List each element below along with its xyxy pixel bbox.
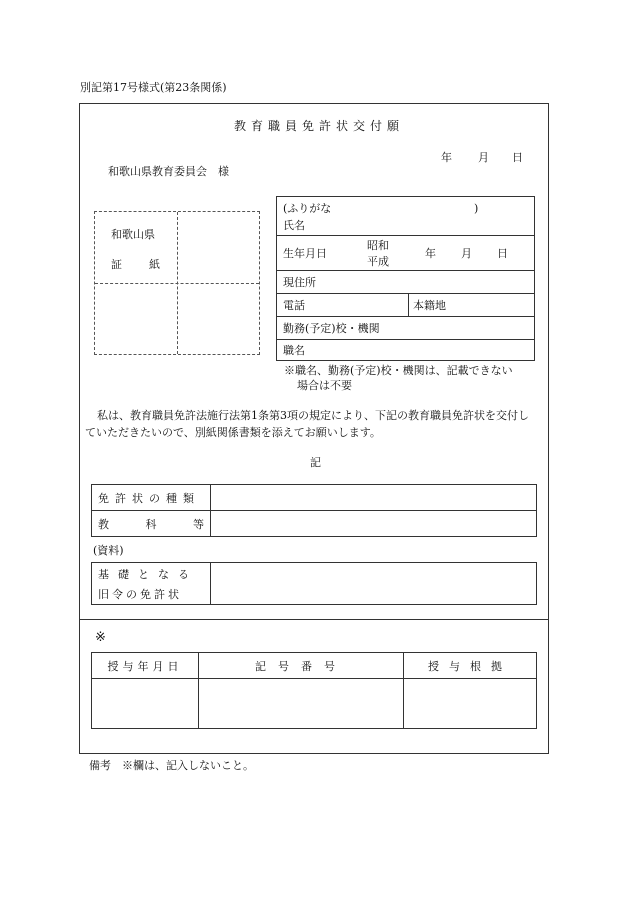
header-caption: 別記第17号様式(第23条関係): [80, 81, 227, 94]
stamp-label-a: 証: [111, 258, 122, 271]
form-title: 教育職員免許状交付願: [234, 119, 405, 133]
workplace-field[interactable]: [277, 317, 535, 340]
serial-number-header: 記号番号: [199, 653, 404, 679]
office-use-mark: ※: [95, 630, 106, 645]
issue-basis-field[interactable]: [404, 679, 537, 729]
era-heisei: 平成: [367, 255, 389, 268]
subject-char-3: 等: [193, 517, 204, 531]
birth-year-unit: 年: [425, 247, 436, 260]
subject-label-cell: [92, 511, 211, 537]
basis-label-line-2: 旧令の免許状: [98, 587, 182, 601]
birth-day-unit: 日: [497, 247, 508, 260]
basis-table: [91, 562, 537, 605]
position-label: 職名: [283, 344, 305, 357]
note-line-1: ※職名、勤務(予定)校・機関は、記載できない: [284, 364, 513, 377]
date-day: 日: [512, 151, 523, 164]
birth-month-unit: 月: [461, 247, 472, 260]
license-table: [91, 484, 537, 537]
era-showa: 昭和: [367, 239, 389, 252]
basis-label-line-1: 基礎となる: [98, 567, 198, 581]
license-type-label-cell: [92, 485, 211, 511]
subject-label: [92, 516, 210, 532]
position-field[interactable]: [277, 340, 535, 361]
note-line-2: 場合は不要: [297, 379, 352, 392]
name-field[interactable]: [277, 197, 535, 236]
birthdate-label: 生年月日: [283, 247, 327, 260]
stamp-label-prefecture: 和歌山県: [111, 228, 155, 241]
office-table: [91, 652, 537, 729]
issue-date-field[interactable]: [92, 679, 199, 729]
subject-field[interactable]: [211, 511, 537, 537]
ki-heading: 記: [310, 456, 321, 469]
subject-char-1: 教: [98, 517, 109, 531]
workplace-label: 勤務(予定)校・機関: [283, 322, 380, 335]
license-type-label: 免許状の種類: [98, 491, 200, 505]
stamp-label-b: 紙: [149, 258, 160, 271]
date-year: 年: [441, 151, 452, 164]
basis-label-cell: [92, 563, 211, 605]
phone-field[interactable]: [277, 294, 409, 317]
applicant-table: [276, 196, 535, 361]
license-type-field[interactable]: [211, 485, 537, 511]
revenue-stamp-area: [94, 211, 260, 355]
furigana-label: (ふりがな: [283, 202, 332, 215]
phone-label: 電話: [283, 299, 305, 312]
date-month: 月: [478, 151, 489, 164]
body-text-line-1: 私は、教育職員免許法施行法第1条第3項の規定により、下記の教育職員免許状を交付し: [97, 409, 529, 422]
body-text-line-2: ていただきたいので、別紙関係書類を添えてお願いします。: [85, 426, 381, 439]
address-field[interactable]: [277, 271, 535, 294]
issue-basis-header: 授与根拠: [404, 653, 537, 679]
name-label: 氏名: [283, 219, 305, 232]
subject-char-2: 科: [145, 517, 157, 531]
remark: 備考 ※欄は、記入しないこと。: [89, 759, 254, 772]
honseki-field[interactable]: [409, 294, 535, 317]
basis-field[interactable]: [211, 563, 537, 605]
serial-number-field[interactable]: [199, 679, 404, 729]
birthdate-field[interactable]: [277, 236, 535, 271]
honseki-label: 本籍地: [413, 299, 446, 312]
furigana-close: ): [474, 202, 479, 215]
issue-date-header: 授与年月日: [92, 653, 199, 679]
addressee: 和歌山県教育委員会 様: [108, 165, 229, 178]
materials-label: (資料): [93, 544, 124, 557]
office-use-divider: [79, 619, 549, 620]
address-label: 現住所: [283, 276, 316, 289]
